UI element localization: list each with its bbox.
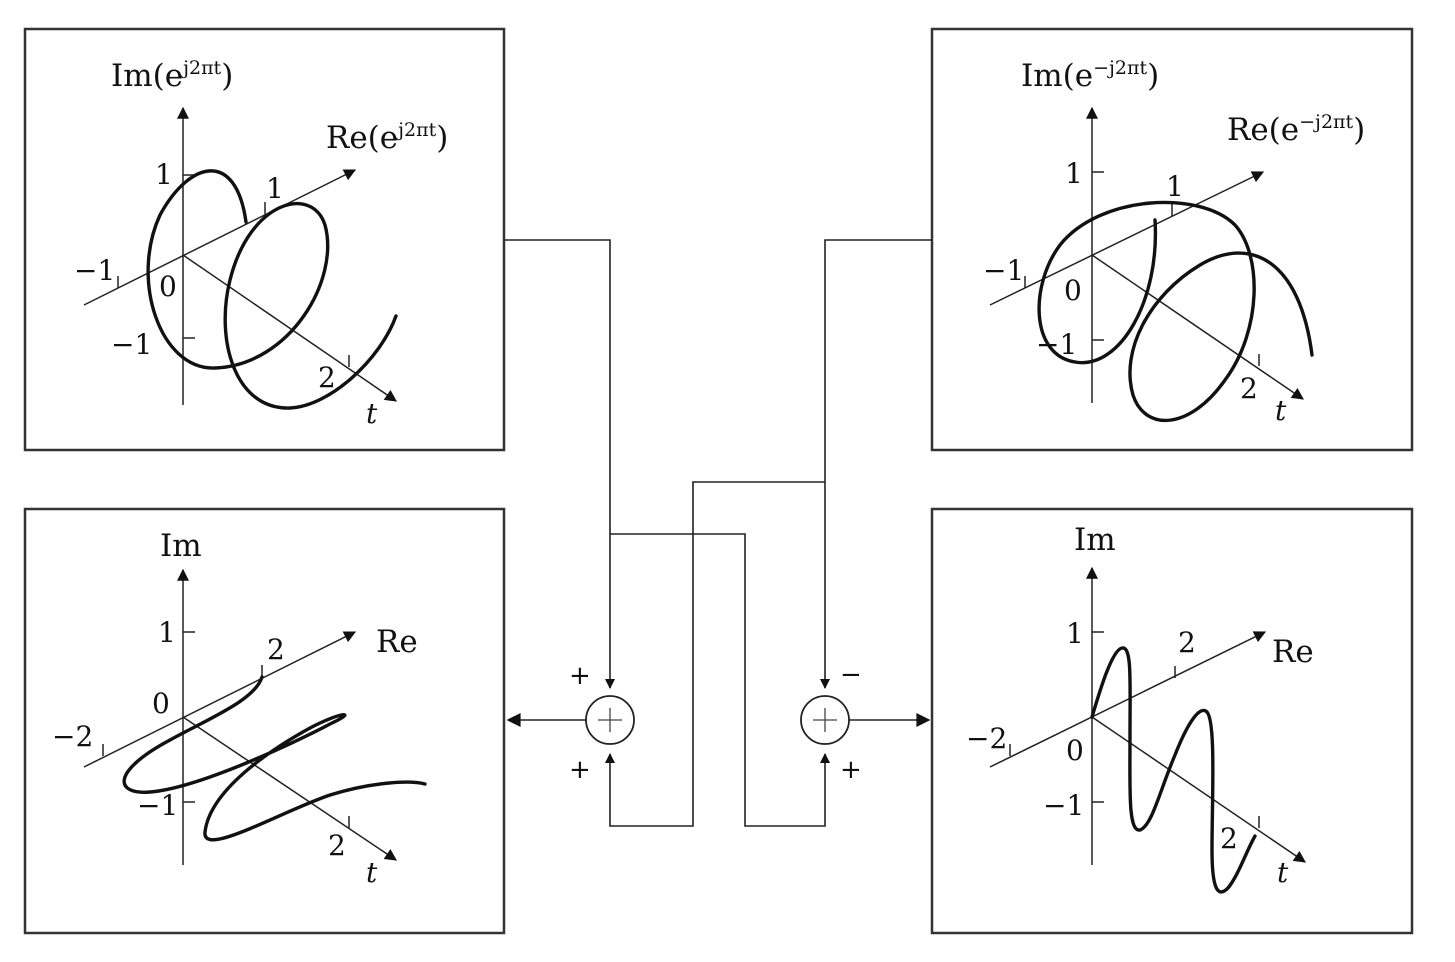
y-axis-label: Im <box>1074 522 1116 558</box>
panel-top-right <box>932 29 1412 450</box>
sign-top: + <box>569 661 591 691</box>
sign-bottom: + <box>569 755 591 785</box>
tick-label-im-pos: 1 <box>1065 157 1083 190</box>
tick-label-re-neg: −1 <box>983 254 1025 287</box>
t-axis-label: t <box>366 397 378 430</box>
sign-top: − <box>840 660 862 690</box>
origin-label: 0 <box>159 270 177 303</box>
x-axis-label: $Re(e^{-j2\pi t})$ <box>1227 111 1366 148</box>
tick-label-re-neg: −1 <box>74 254 116 287</box>
tick-label-im-neg: −1 <box>137 789 179 822</box>
wire-top-left-to-right-adder <box>610 534 825 826</box>
adder-right <box>801 660 862 785</box>
panel-frame <box>932 509 1412 933</box>
tick-label-re-pos: 1 <box>266 172 284 205</box>
tick-label-im-pos: 1 <box>155 158 173 191</box>
tick-label-t: 2 <box>328 829 346 862</box>
tick-label-t: 2 <box>318 361 336 394</box>
tick-label-im-neg: −1 <box>1043 789 1085 822</box>
panel-top-left <box>25 29 504 450</box>
tick-label-re-pos: 2 <box>267 633 285 666</box>
origin-label: 0 <box>152 687 170 720</box>
origin-label: 0 <box>1064 274 1082 307</box>
wire-top-left-to-left-adder <box>505 240 610 688</box>
panel-bottom-left <box>25 509 504 933</box>
t-axis-label: t <box>1277 856 1289 889</box>
panel-frame <box>25 29 504 450</box>
x-axis-label: $Re(e^{j2\pi t})$ <box>326 119 449 156</box>
connector-wires <box>505 240 932 826</box>
tick-label-t: 2 <box>1220 822 1238 855</box>
panel-bottom-right <box>932 509 1412 933</box>
tick-label-im-neg: −1 <box>1036 328 1078 361</box>
y-axis-label: Im <box>160 528 202 564</box>
y-axis-label: $Im(e^{j2\pi t})$ <box>111 57 234 94</box>
tick-label-re-neg: −2 <box>52 720 94 753</box>
x-axis-label: Re <box>1272 634 1314 670</box>
wire-top-right-to-right-adder <box>825 240 932 688</box>
tick-label-re-pos: 2 <box>1178 626 1196 659</box>
tick-label-im-neg: −1 <box>111 328 153 361</box>
tick-label-im-pos: 1 <box>158 616 176 649</box>
t-axis-label: t <box>1275 394 1287 427</box>
sign-bottom: + <box>840 755 862 785</box>
y-axis-label: $Im(e^{-j2\pi t})$ <box>1021 57 1160 94</box>
t-axis-label: t <box>366 856 378 889</box>
x-axis-label: Re <box>376 624 418 660</box>
adder-left <box>569 661 634 785</box>
tick-label-re-neg: −2 <box>966 722 1008 755</box>
origin-label: 0 <box>1066 734 1084 767</box>
tick-label-re-pos: 1 <box>1166 170 1184 203</box>
tick-label-t: 2 <box>1240 372 1258 405</box>
panel-frame <box>25 509 504 933</box>
panel-frame <box>932 29 1412 450</box>
tick-label-im-pos: 1 <box>1066 617 1084 650</box>
